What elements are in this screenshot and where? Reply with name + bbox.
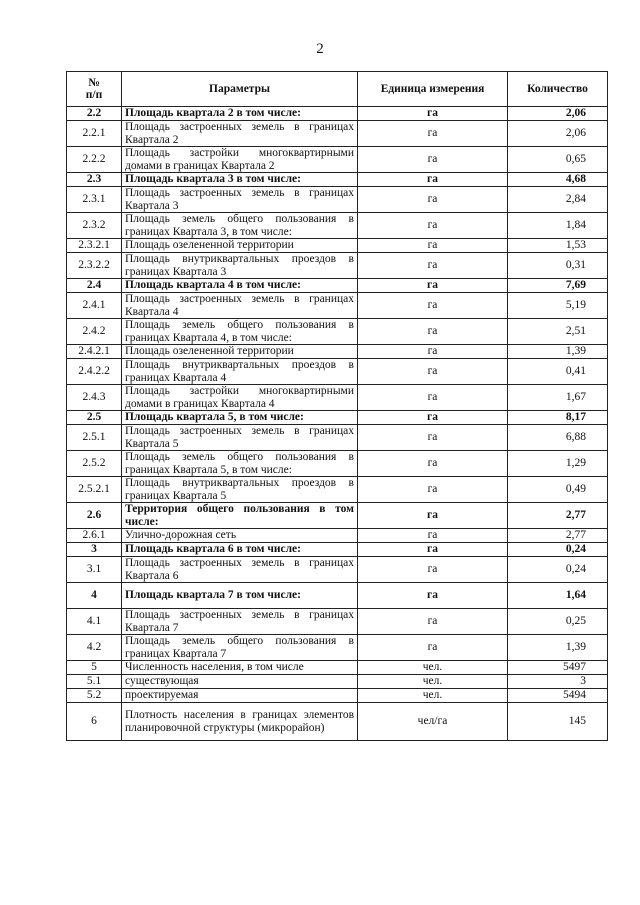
row-number: 2.6 [67,503,122,529]
table-row [67,635,608,661]
table-row [67,689,608,703]
row-number: 2.3.2.2 [67,253,122,279]
table-row [67,675,608,689]
row-parameter: существующая [122,675,358,689]
row-quantity: 2,77 [508,503,608,529]
row-quantity: 2,51 [508,319,608,345]
row-quantity: 2,77 [508,529,608,543]
row-number: 4.2 [67,635,122,661]
row-quantity: 7,69 [508,279,608,293]
row-parameter: Площадь застроенных земель в границах Квартала 5 [122,425,358,451]
row-parameter: Площадь озелененной территории [122,239,358,253]
row-unit: га [358,635,508,661]
table-row [67,121,608,147]
row-unit: га [358,345,508,359]
row-parameter: Площадь квартала 5, в том числе: [122,411,358,425]
row-number: 5.1 [67,675,122,689]
row-parameter: Площадь застроенных земель в границах Квартала 6 [122,557,358,583]
row-number: 5.2 [67,689,122,703]
row-quantity: 145 [508,703,608,741]
table-body [67,107,608,741]
row-unit: га [358,213,508,239]
row-unit: чел. [358,675,508,689]
row-quantity: 1,53 [508,239,608,253]
row-parameter: Численность населения, в том числе [122,661,358,675]
row-parameter: проектируемая [122,689,358,703]
row-parameter: Площадь внутриквартальных проездов в границах Квартала 5 [122,477,358,503]
row-unit: га [358,293,508,319]
header-parameters: Параметры [122,72,358,107]
row-quantity: 1,67 [508,385,608,411]
row-unit: га [358,319,508,345]
row-quantity: 2,06 [508,107,608,121]
row-unit: га [358,173,508,187]
table-row [67,477,608,503]
row-quantity: 2,84 [508,187,608,213]
table-row [67,173,608,187]
row-number: 2.4 [67,279,122,293]
row-number: 2.6.1 [67,529,122,543]
row-unit: га [358,529,508,543]
table-row [67,703,608,741]
row-quantity: 4,68 [508,173,608,187]
row-number: 3.1 [67,557,122,583]
table-row [67,187,608,213]
table-row [67,385,608,411]
row-parameter: Площадь земель общего пользования в границах Квартала 3, в том числе: [122,213,358,239]
row-quantity: 8,17 [508,411,608,425]
row-quantity: 0,31 [508,253,608,279]
parameters-table [66,71,608,741]
row-parameter: Площадь земель общего пользования в границах Квартала 7 [122,635,358,661]
table-row [67,543,608,557]
row-number: 4 [67,583,122,609]
row-unit: чел. [358,689,508,703]
table-header-row [67,72,608,107]
row-number: 2.3 [67,173,122,187]
row-parameter: Площадь квартала 6 в том числе: [122,543,358,557]
table-row [67,411,608,425]
row-quantity: 5494 [508,689,608,703]
row-number: 2.4.2.1 [67,345,122,359]
row-unit: га [358,147,508,173]
table-row [67,557,608,583]
row-quantity: 0,41 [508,359,608,385]
row-parameter: Плотность населения в границах элементов планировочной структуры (микрорайон) [122,703,358,741]
row-unit: чел. [358,661,508,675]
table-row [67,503,608,529]
row-number: 4.1 [67,609,122,635]
table-row [67,147,608,173]
row-parameter: Площадь квартала 4 в том числе: [122,279,358,293]
table-row [67,253,608,279]
row-parameter: Площадь застроенных земель в границах Квартала 3 [122,187,358,213]
row-parameter: Площадь внутриквартальных проездов в границах Квартала 3 [122,253,358,279]
row-parameter: Площадь застроенных земель в границах Квартала 4 [122,293,358,319]
row-number: 2.4.2.2 [67,359,122,385]
table-row [67,425,608,451]
table-row [67,213,608,239]
row-unit: га [358,583,508,609]
table-row [67,609,608,635]
row-number: 2.5.2.1 [67,477,122,503]
table-row [67,319,608,345]
row-quantity: 1,64 [508,583,608,609]
row-number: 2.5.1 [67,425,122,451]
row-number: 2.3.2.1 [67,239,122,253]
row-quantity: 3 [508,675,608,689]
row-unit: га [358,239,508,253]
row-quantity: 0,24 [508,543,608,557]
table-row [67,529,608,543]
row-number: 2.4.3 [67,385,122,411]
row-unit: га [358,609,508,635]
header-quantity: Количество [508,72,608,107]
row-number: 2.2 [67,107,122,121]
row-quantity: 1,39 [508,635,608,661]
row-quantity: 6,88 [508,425,608,451]
row-parameter: Площадь застроенных земель в границах Квартала 2 [122,121,358,147]
row-parameter: Площадь квартала 3 в том числе: [122,173,358,187]
row-unit: га [358,385,508,411]
row-parameter: Площадь застройки многоквартирными домами в границах Квартала 4 [122,385,358,411]
row-unit: га [358,543,508,557]
row-unit: га [358,557,508,583]
row-unit: га [358,107,508,121]
row-number: 2.4.2 [67,319,122,345]
row-unit: га [358,359,508,385]
row-number: 2.2.1 [67,121,122,147]
row-quantity: 1,29 [508,451,608,477]
row-number: 6 [67,703,122,741]
row-unit: га [358,121,508,147]
row-parameter: Площадь квартала 7 в том числе: [122,583,358,609]
row-unit: га [358,411,508,425]
row-parameter: Площадь земель общего пользования в границах Квартала 4, в том числе: [122,319,358,345]
table-row [67,279,608,293]
table-row [67,293,608,319]
table-row [67,661,608,675]
row-parameter: Площадь застройки многоквартирными домами в границах Квартала 2 [122,147,358,173]
header-unit: Единица измерения [358,72,508,107]
header-num: № п/п [67,72,122,107]
row-number: 3 [67,543,122,557]
row-number: 2.2.2 [67,147,122,173]
row-parameter: Площадь озелененной территории [122,345,358,359]
row-number: 2.3.2 [67,213,122,239]
table-row [67,107,608,121]
row-number: 2.3.1 [67,187,122,213]
row-quantity: 0,49 [508,477,608,503]
row-quantity: 0,24 [508,557,608,583]
row-quantity: 5,19 [508,293,608,319]
table-row [67,359,608,385]
row-number: 2.5.2 [67,451,122,477]
row-quantity: 1,39 [508,345,608,359]
page-number: 2 [316,41,324,57]
row-unit: га [358,279,508,293]
table-row [67,451,608,477]
table-row [67,345,608,359]
row-unit: чел/га [358,703,508,741]
row-quantity: 5497 [508,661,608,675]
row-unit: га [358,253,508,279]
row-unit: га [358,451,508,477]
row-unit: га [358,187,508,213]
row-parameter: Улично-дорожная сеть [122,529,358,543]
row-number: 5 [67,661,122,675]
row-quantity: 1,84 [508,213,608,239]
row-number: 2.4.1 [67,293,122,319]
row-parameter: Площадь застроенных земель в границах Квартала 7 [122,609,358,635]
row-parameter: Площадь квартала 2 в том числе: [122,107,358,121]
row-unit: га [358,503,508,529]
row-quantity: 2,06 [508,121,608,147]
row-quantity: 0,25 [508,609,608,635]
row-unit: га [358,425,508,451]
row-number: 2.5 [67,411,122,425]
row-quantity: 0,65 [508,147,608,173]
row-unit: га [358,477,508,503]
table-row [67,583,608,609]
row-parameter: Площадь внутриквартальных проездов в границах Квартала 4 [122,359,358,385]
table-row [67,239,608,253]
row-parameter: Площадь земель общего пользования в границах Квартала 5, в том числе: [122,451,358,477]
row-parameter: Территория общего пользования в том числе: [122,503,358,529]
